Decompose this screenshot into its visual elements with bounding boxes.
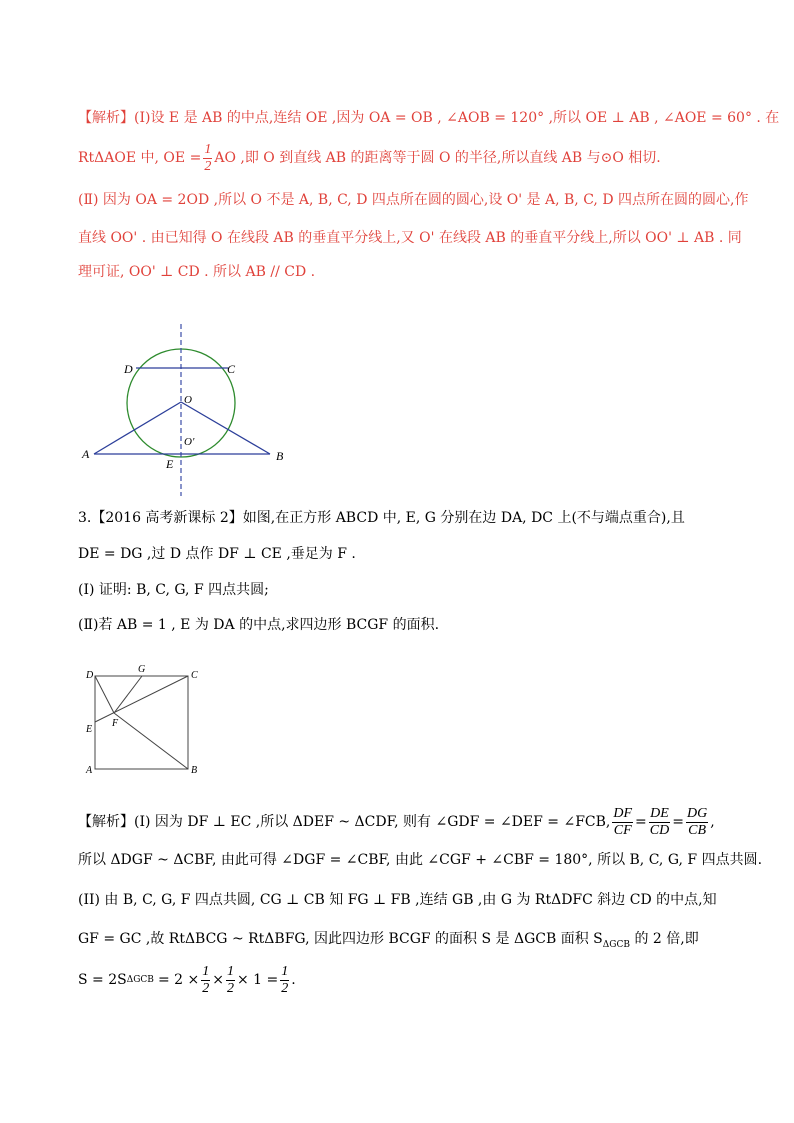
segment-ob (181, 402, 270, 454)
comma: , (710, 814, 715, 830)
segment-ao (94, 402, 181, 454)
subscript-gcb: ΔGCB (602, 939, 630, 950)
label-Oprime: O' (184, 436, 195, 448)
problem3-line4 (78, 615, 439, 635)
period: . (291, 972, 296, 988)
label-F: F (112, 718, 119, 729)
label-B: B (276, 449, 284, 463)
label-B: B (191, 765, 198, 776)
solution1-line3 (78, 190, 748, 210)
problem3-text-2: DE = DG ,过 D 点作 DF ⊥ CE ,垂足为 F . (78, 546, 356, 562)
label-C: C (227, 362, 236, 376)
solution1-text-2b: AO ,即 O 到直线 AB 的距离等于圆 O 的半径,所以直线 AB 与⊙O 相切. (214, 150, 661, 166)
label-A: A (82, 447, 90, 461)
solution3-line2 (78, 850, 762, 870)
segment-fg (114, 676, 142, 713)
label-G: G (138, 664, 146, 675)
segment-fb (114, 713, 188, 769)
label-E: E (86, 724, 93, 735)
equals-sign: = (672, 814, 684, 830)
solution1-text-4: 直线 OO' . 由已知得 O 在线段 AB 的垂直平分线上,又 O' 在线段 AB 的垂直平分线上,所以 OO' ⊥ AB . 同 (78, 230, 742, 246)
fraction-df-cf: $\frac{DF}{CF}$ (613, 805, 633, 838)
fraction-dg-cb: $\frac{DG}{CB}$ (686, 805, 708, 838)
times-sign: × (212, 972, 224, 988)
solution1-line1 (78, 108, 779, 128)
segment-ec (95, 676, 188, 722)
fraction-half-2: $\frac{1}{2}$ (226, 963, 234, 996)
solution3-text-5b: = 2 × (157, 972, 200, 988)
fraction-one-half: $\frac{1}{2}$ (204, 141, 212, 174)
fraction-half-1: $\frac{1}{2}$ (202, 963, 210, 996)
problem3-text-1: 3.【2016 高考新课标 2】如图,在正方形 ABCD 中, E, G 分别在边 DA, DC 上(不与端点重合),且 (78, 510, 685, 526)
fraction-half-3: $\frac{1}{2}$ (281, 963, 289, 996)
label-O: O (184, 394, 192, 406)
solution1-text-1: 【解析】(Ⅰ)设 E 是 AB 的中点,连结 OE ,因为 OA = OB , ∠AOB = 120° ,所以 OE ⊥ AB , ∠AOE = 60° . 在 (78, 110, 780, 126)
label-D: D (86, 670, 94, 681)
solution3-line4 (78, 929, 699, 955)
equals-sign: = (635, 814, 647, 830)
problem3-line2 (78, 544, 356, 564)
solution3-line3 (78, 890, 717, 910)
fraction-de-cd: $\frac{DE}{CD}$ (649, 805, 670, 838)
label-E: E (166, 457, 174, 471)
segment-df (95, 676, 114, 713)
solution3-text-3: (II) 由 B, C, G, F 四点共圆, CG ⊥ CB 知 FG ⊥ FB ,连结 GB ,由 G 为 RtΔDFC 斜边 CD 的中点,知 (78, 892, 717, 908)
square-abcd (95, 676, 188, 769)
solution3-text-5a: S = 2S (78, 972, 127, 988)
label-D: D (124, 362, 133, 376)
solution3-line5 (78, 958, 296, 1002)
problem3-text-4: (Ⅱ)若 AB = 1 , E 为 DA 的中点,求四边形 BCGF 的面积. (78, 617, 440, 633)
solution1-line4 (78, 228, 742, 248)
solution1-text-3: (Ⅱ) 因为 OA = 2OD ,所以 O 不是 A, B, C, D 四点所在圆的圆心,设 O' 是 A, B, C, D 四点所在圆的圆心,作 (78, 192, 749, 208)
solution3-text-4b: 的 2 倍,即 (634, 931, 699, 947)
solution1-line5 (78, 262, 315, 282)
solution3-text-2: 所以 ΔDGF ~ ΔCBF, 由此可得 ∠DGF = ∠CBF, 由此 ∠CGF + ∠CBF = 180°, 所以 B, C, G, F 四点共圆. (78, 852, 763, 868)
solution3-text-5d: × 1 = (236, 972, 279, 988)
square-figure (80, 660, 210, 780)
circle-tangent-figure (80, 318, 300, 498)
solution3-text-1a: 【解析】(I) 因为 DF ⊥ EC ,所以 ΔDEF ~ ΔCDF, 则有 ∠GDF = ∠DEF = ∠FCB, (78, 814, 611, 830)
label-C: C (191, 670, 198, 681)
label-A: A (86, 765, 93, 776)
solution1-text-2a: RtΔAOE 中, OE = (78, 150, 202, 166)
solution1-text-5: 理可证, OO' ⊥ CD . 所以 AB // CD . (78, 264, 316, 280)
solution1-line2 (78, 138, 661, 178)
subscript-gcb: ΔGCB (126, 975, 154, 985)
solution3-text-4: GF = GC ,故 RtΔBCG ~ RtΔBFG, 因此四边形 BCGF 的面积 S 是 ΔGCB 面积 S (78, 931, 603, 947)
problem3-line1 (78, 508, 685, 528)
problem3-text-3: (Ⅰ) 证明: B, C, G, F 四点共圆; (78, 582, 269, 598)
problem3-line3 (78, 580, 269, 600)
solution3-line1 (78, 800, 715, 844)
